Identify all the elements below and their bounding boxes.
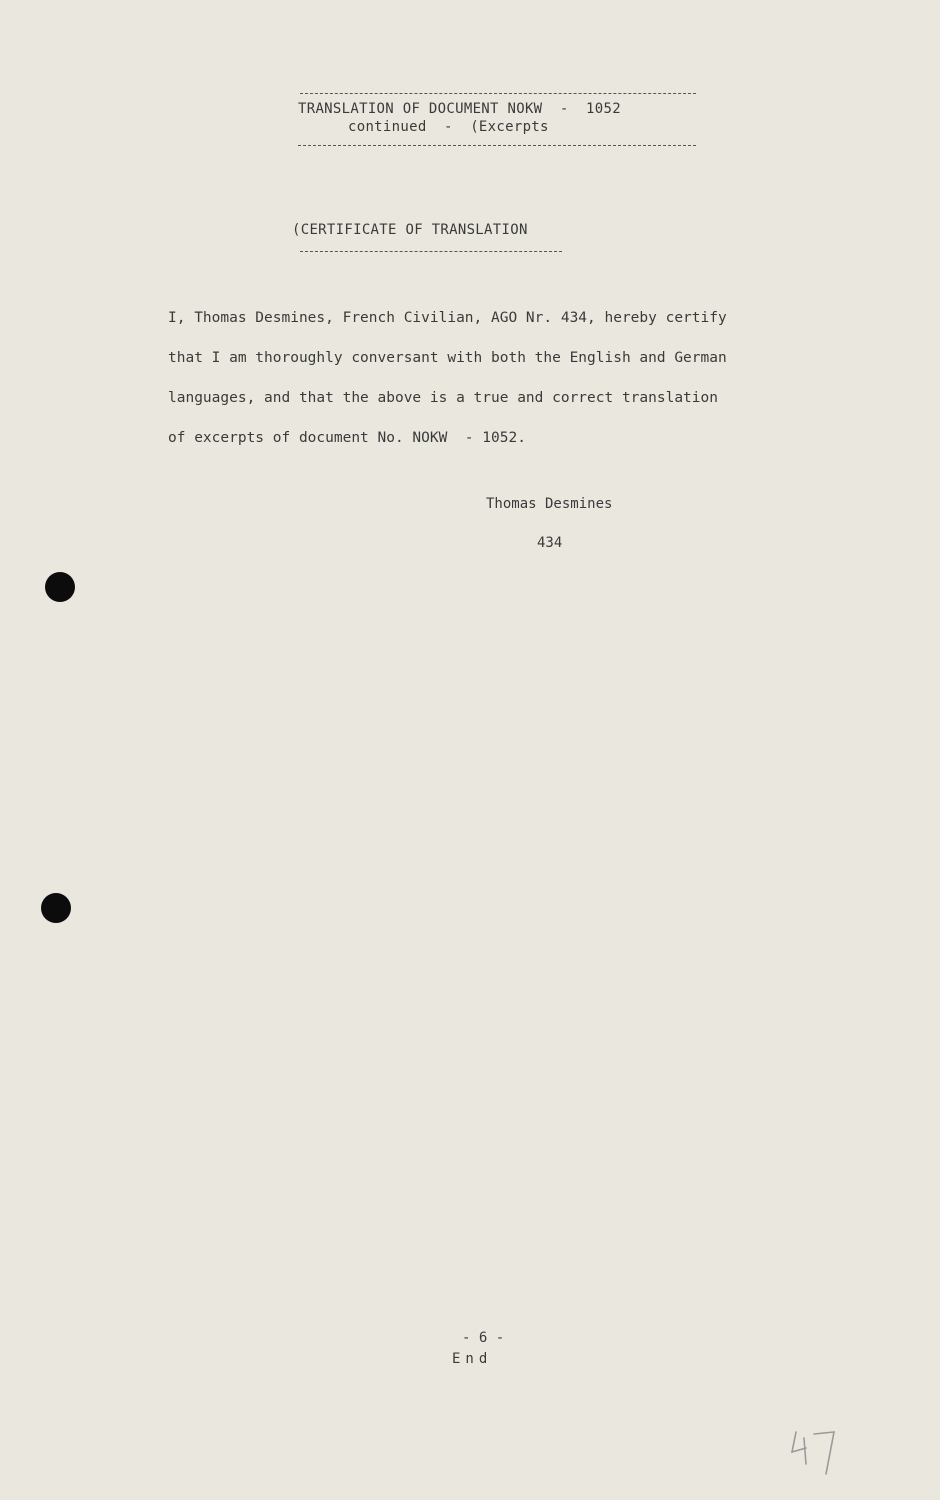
header-top-rule (300, 93, 696, 94)
handwritten-mark (786, 1418, 846, 1478)
punch-hole (41, 893, 71, 923)
certificate-title: (CERTIFICATE OF TRANSLATION (292, 222, 528, 238)
document-header (298, 93, 698, 146)
header-subtitle: continued - (Excerpts (348, 119, 549, 135)
end-marker: End (452, 1351, 493, 1367)
body-line: of excerpts of document No. NOKW - 1052. (168, 430, 526, 446)
body-line: that I am thoroughly conversant with both the English and German (168, 350, 727, 366)
page-number: - 6 - (462, 1330, 505, 1346)
punch-hole (45, 572, 75, 602)
header-bottom-rule (298, 145, 696, 146)
certificate-body (168, 298, 808, 458)
signatory-name: Thomas Desmines (486, 496, 613, 512)
body-line: I, Thomas Desmines, French Civilian, AGO Nr. 434, hereby certify (168, 310, 727, 326)
signatory-number: 434 (537, 535, 563, 551)
body-line: languages, and that the above is a true and correct translation (168, 390, 718, 406)
header-title: TRANSLATION OF DOCUMENT NOKW - 1052 (298, 101, 621, 117)
certificate-title-underline (300, 251, 562, 252)
